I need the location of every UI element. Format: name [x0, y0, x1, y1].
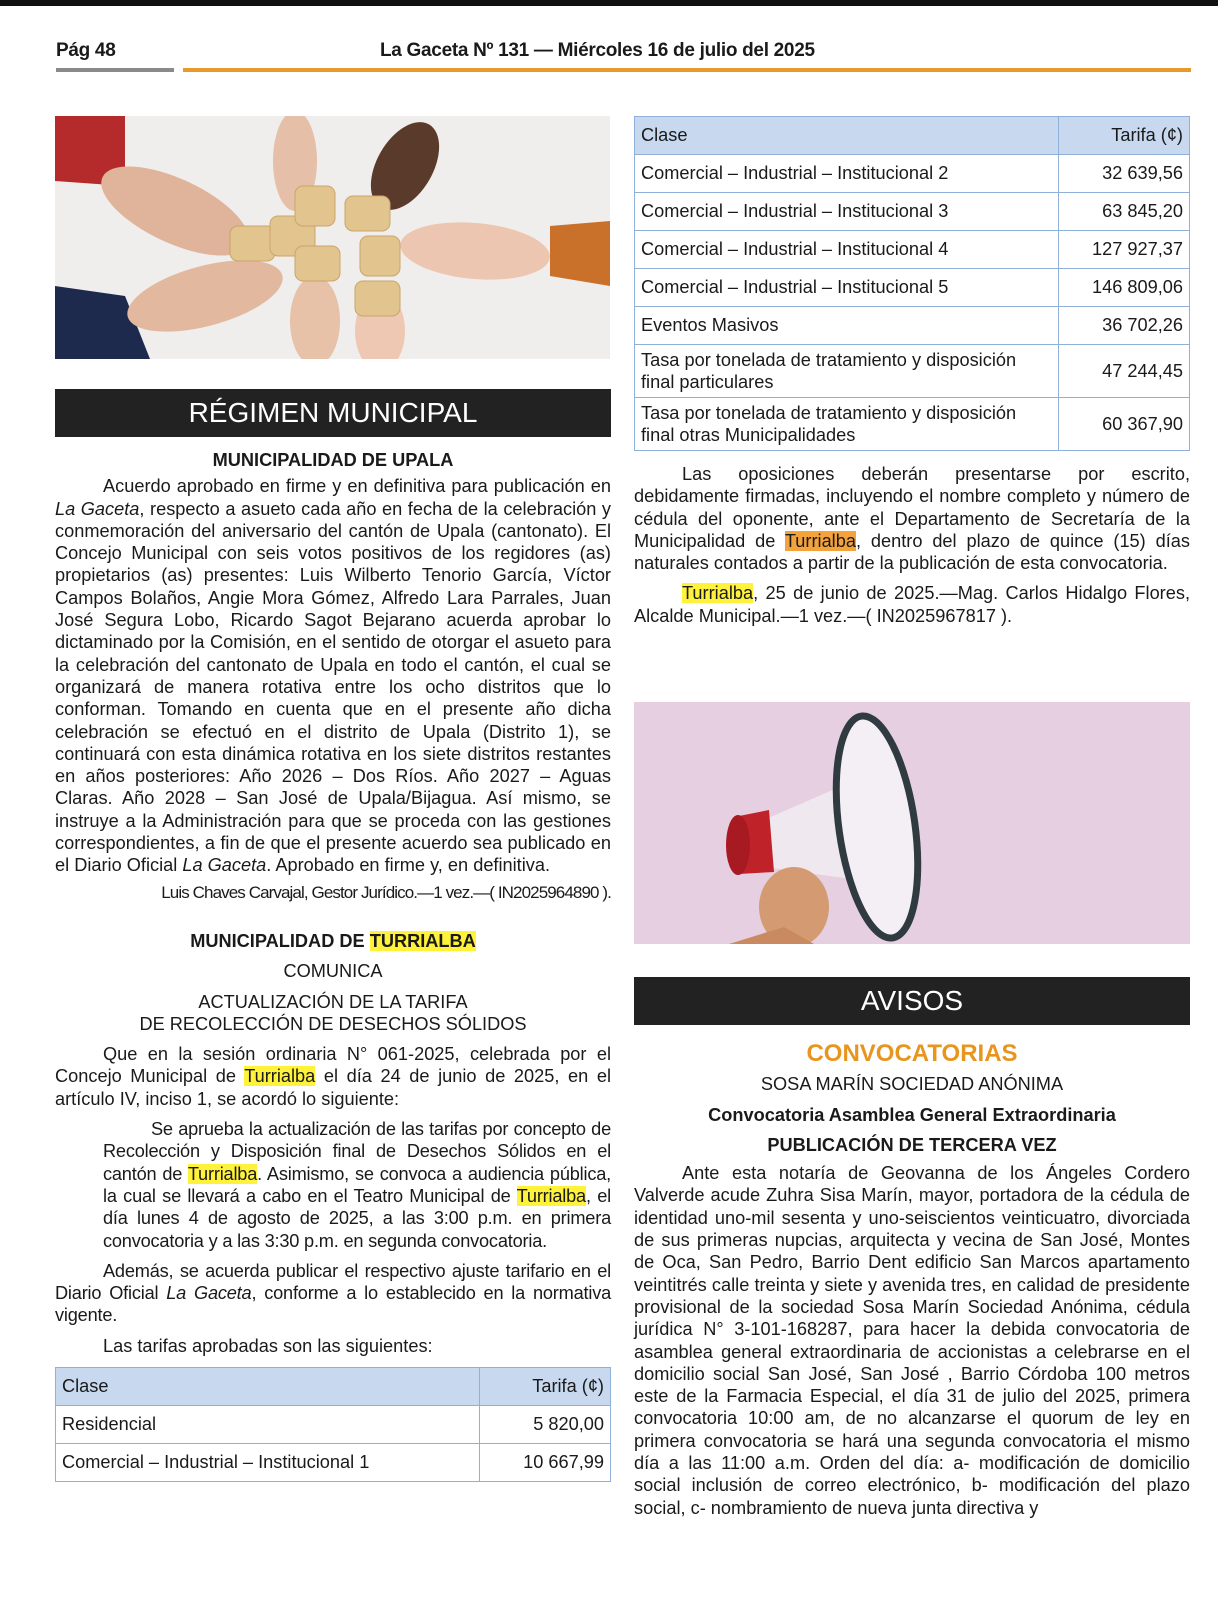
table-row — [635, 307, 1190, 345]
cell-clase: Tasa por tonelada de tratamiento y disposición final particulares — [635, 345, 1059, 398]
company-name: SOSA MARÍN SOCIEDAD ANÓNIMA — [760, 1074, 1064, 1095]
table-row — [635, 269, 1190, 307]
text-run: Que en la sesión ordinaria N° 061-2025, celebrada por el Concejo Municipal de — [55, 1044, 611, 1087]
cell-tarifa: 63 845,20 — [1059, 193, 1190, 231]
subtitle-line-1: ACTUALIZACIÓN DE LA TARIFA — [198, 991, 468, 1012]
cell-clase: Comercial – Industrial – Institucional 2 — [635, 155, 1059, 193]
cell-tarifa: 60 367,90 — [1059, 398, 1190, 451]
hands-puzzle-illustration — [55, 116, 610, 359]
upala-body — [55, 475, 611, 876]
table-row — [56, 1405, 611, 1443]
text-run: , 25 de junio de 2025.—Mag. Carlos Hidalgo Flores, Alcalde Municipal.—1 vez.—( IN2025967817 ). — [634, 583, 1190, 626]
turrialba-signature — [634, 582, 1190, 627]
highlight: TURRIALBA — [369, 930, 476, 951]
right-column — [634, 116, 1190, 627]
table-row — [635, 345, 1190, 398]
highlight: Turrialba — [516, 1185, 586, 1206]
table-row — [635, 193, 1190, 231]
avisos-section — [634, 977, 1190, 1519]
top-border — [0, 0, 1218, 6]
upala-heading: MUNICIPALIDAD DE UPALA — [212, 450, 454, 470]
tarifas-table-part-1 — [55, 1367, 611, 1482]
text-run: , el día lunes 4 de agosto de 2025, a las 3:00 p.m. en primera convocatoria y a las 3:30 p.m. en segunda convocatoria. — [103, 1185, 612, 1251]
highlight: Turrialba — [682, 583, 754, 604]
gazette-italic: La Gaceta — [55, 498, 140, 519]
cell-tarifa: 146 809,06 — [1059, 269, 1190, 307]
table-header-row — [56, 1367, 611, 1405]
text-run: , dentro del plazo de quince (15) días naturales contados a partir de la publicación de esta convocatoria. — [634, 530, 1190, 574]
tarifas-table-part-2 — [634, 116, 1190, 451]
table-row — [635, 155, 1190, 193]
cell-clase: Comercial – Industrial – Institucional 4 — [635, 231, 1059, 269]
text-run: , respecto a asueto cada año en fecha de la celebración y conmemoración del aniversario del cantón de Upala (cantonato). El Concejo Municipal con seis votos positivos de los regidores (as) propietarios (as) presentes: Luis Wilberto Tenorio García, Víctor Campos Bolaños, Angie Mora Gómez, Alfredo Lara Parrales, Juan José Segura Lobo, Ricardo Sagot Bejarano acuerda aprobar lo dictaminado por la Comisión, en el sentido de otorgar el asueto para la celebración del cantonato de Upala en todo el cantón, el cual se organizará de manera rotativa entre los ocho distritos que lo conforman. Tomando en cuenta que en el presente año dicha celebración se efectuó en el distrito de Upala (Distrito 1), se continuará con esta dinámica rotativa en los siete distritos restantes en años posteriores: Año 2026 – Dos Ríos. Año 2027 – Aguas Claras. Año 2028 – San José de Upala/Bijagua. Así mismo, se instruye a la Administración para que se proceda con las gestiones correspondientes, a fin de que el presente acuerdo sea publicado en el Diario Oficial — [55, 498, 611, 876]
cell-tarifa: 10 667,99 — [480, 1443, 611, 1481]
convocatorias-title: CONVOCATORIAS — [806, 1040, 1018, 1067]
section-header-regimen-municipal: RÉGIMEN MUNICIPAL — [55, 389, 611, 437]
comunica-label: COMUNICA — [283, 961, 383, 982]
cell-tarifa: 32 639,56 — [1059, 155, 1190, 193]
subtitle-line-2: DE RECOLECCIÓN DE DESECHOS SÓLIDOS — [139, 1013, 527, 1034]
upala-signature: Luis Chaves Carvajal, Gestor Jurídico.—1 vez.—( IN2025964890 ). — [161, 882, 611, 902]
text-run: el día 24 de junio de 2025, en el artículo IV, inciso 1, se acordó lo siguiente: — [55, 1066, 611, 1109]
highlight: Turrialba — [244, 1066, 316, 1087]
cell-clase: Comercial – Industrial – Institucional 1 — [56, 1443, 480, 1481]
table-header-row — [635, 117, 1190, 155]
table-row — [56, 1443, 611, 1481]
megaphone-illustration — [634, 702, 1190, 944]
convocatoria-body: Ante esta notaría de Geovanna de los Ángeles Cordero Valverde acude Zuhra Sisa Marín, mayor, portadora de la cédula de identidad uno-mil sesenta y uno-seiscientos veinticuatro, divorciada de sus primeras nupcias, arquitecta y vecina de San José, Montes de Oca, San Pedro, Barrio Dent edificio San Marcos apartamento veintitrés calle treinta y siete y avenida tres, en calidad de presidente provisional de la sociedad Sosa Marín Sociedad Anónima, cédula jurídica N° 3-101-168287, para hacer la debida convocatoria de asamblea general extraordinaria de accionistas a celebrarse en el domicilio social San José, San José , Barrio Córdoba 100 metros este de la Farmacia Especial, el día 31 de julio del 2025, primera convocatoria 10:00 am, de no alcanzarse el quorum de ley en primera convocatoria se hará una segunda convocatoria el mismo día a las 11:00 a.m. Orden del día: a- modificación de domicilio social inclusión de correo electrónico, b- modificación del plazo social, c- nombramiento de nueva junta directiva y — [634, 1163, 1190, 1518]
column-header-clase: Clase — [56, 1367, 480, 1405]
cell-clase: Eventos Masivos — [635, 307, 1059, 345]
cell-clase: Residencial — [56, 1405, 480, 1443]
text-run: Además, se acuerda publicar el respectivo ajuste tarifario en el Diario Oficial — [55, 1260, 611, 1304]
turrialba-heading — [55, 930, 611, 952]
text-run: Las oposiciones deberán presentarse por escrito, debidamente firmadas, incluyendo el nombre completo y número de cédula del oponente, ante el Departamento de Secretaría de la Municipalidad de — [634, 464, 1190, 551]
table-row — [635, 398, 1190, 451]
left-column — [55, 389, 611, 1482]
cell-clase: Comercial – Industrial – Institucional 5 — [635, 269, 1059, 307]
section-header-avisos: AVISOS — [634, 977, 1190, 1025]
header-rule-gray — [56, 68, 174, 72]
table-row — [635, 231, 1190, 269]
turrialba-quote — [103, 1118, 611, 1252]
oposiciones-paragraph — [634, 463, 1190, 574]
text-run: Se aprueba la actualización de las tarifas por concepto de Recolección y Disposición final de Desechos Sólidos en el cantón de — [103, 1119, 611, 1184]
assembly-subtitle: Convocatoria Asamblea General Extraordinaria — [708, 1104, 1116, 1125]
gazette-italic: La Gaceta — [166, 1283, 252, 1304]
puzzle-image — [55, 116, 610, 359]
highlight: Turrialba — [187, 1163, 258, 1184]
gazette-title: La Gaceta Nº 131 — Miércoles 16 de julio del 2025 — [380, 40, 815, 61]
cell-tarifa: 47 244,45 — [1059, 345, 1190, 398]
page-number: Pág 48 — [56, 40, 116, 61]
text-run: MUNICIPALIDAD DE — [190, 930, 370, 951]
cell-tarifa: 36 702,26 — [1059, 307, 1190, 345]
megaphone-image — [634, 702, 1190, 944]
turrialba-intro — [55, 1043, 611, 1110]
turrialba-publication-note — [55, 1260, 611, 1327]
column-header-tarifa: Tarifa (¢) — [1059, 117, 1190, 155]
column-header-tarifa: Tarifa (¢) — [480, 1367, 611, 1405]
gazette-italic: La Gaceta — [182, 855, 267, 876]
text-run: Acuerdo aprobado en firme y en definitiva para publicación en — [103, 476, 611, 497]
publication-notice: PUBLICACIÓN DE TERCERA VEZ — [767, 1134, 1057, 1155]
cell-clase: Tasa por tonelada de tratamiento y disposición final otras Municipalidades — [635, 398, 1059, 451]
cell-clase: Comercial – Industrial – Institucional 3 — [635, 193, 1059, 231]
column-header-clase: Clase — [635, 117, 1059, 155]
text-run: . Asimismo, se convoca a audiencia pública, la cual se llevará a cabo en el Teatro Municipal de — [103, 1163, 611, 1206]
text-run: . Aprobado en firme y, en definitiva. — [266, 855, 551, 876]
tarifas-intro: Las tarifas aprobadas son las siguientes: — [103, 1335, 433, 1356]
highlight: Turrialba — [784, 530, 856, 551]
cell-tarifa: 5 820,00 — [480, 1405, 611, 1443]
cell-tarifa: 127 927,37 — [1059, 231, 1190, 269]
header-rule-orange — [183, 68, 1191, 72]
text-run: , conforme a lo establecido en la normativa vigente. — [55, 1283, 612, 1326]
